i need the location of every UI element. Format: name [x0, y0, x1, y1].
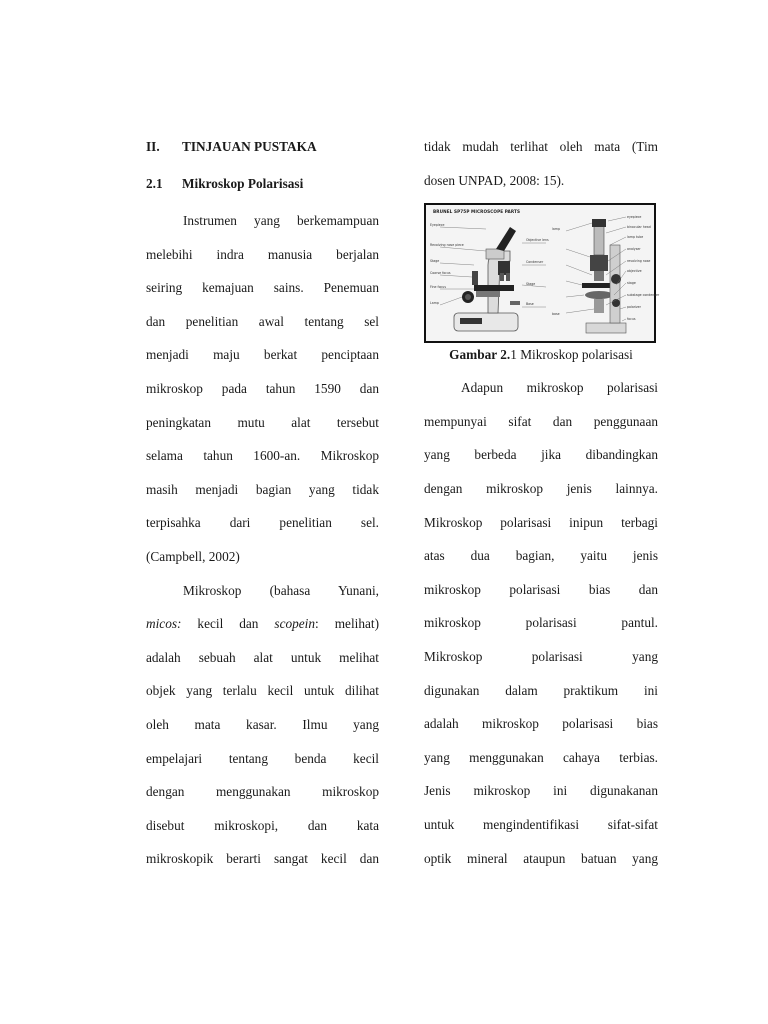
paragraph-line: untuk mengindentifikasi sifat-sifat: [424, 816, 658, 832]
svg-text:Coarse focus: Coarse focus: [430, 271, 451, 276]
svg-text:binocular head: binocular head: [627, 225, 651, 230]
caption-label: Gambar 2.: [449, 347, 511, 363]
svg-text:revolving nose: revolving nose: [627, 259, 651, 264]
figure-title: BRUNEL SP75P MICROSCOPE PARTS: [433, 209, 521, 215]
text-run: : melihat): [315, 616, 379, 632]
paragraph-line: Jenis mikroskop ini digunakanan: [424, 783, 658, 799]
microscope-illustration: [426, 205, 660, 341]
paragraph-line: dosen UNPAD, 2008: 15).: [424, 172, 565, 188]
left-column: [146, 134, 379, 880]
paragraph-line: melebihi indra manusia berjalan: [146, 246, 379, 262]
paragraph-line: adalah sebuah alat untuk melihat: [146, 649, 379, 665]
italic-term: scopein: [274, 616, 316, 632]
paragraph-line: Mikroskop (bahasa Yunani,: [183, 582, 379, 598]
svg-text:Revolving nose piece: Revolving nose piece: [430, 243, 464, 248]
section-title: TINJAUAN PUSTAKA: [182, 139, 317, 154]
svg-text:lamp: lamp: [552, 227, 560, 232]
paragraph-line: selama tahun 1600-an. Mikroskop: [146, 448, 379, 464]
paragraph-line: Adapun mikroskop polarisasi: [461, 380, 658, 396]
svg-text:objective: objective: [627, 269, 642, 274]
svg-text:analyser: analyser: [627, 247, 641, 252]
polarising-microscope-drawing: [582, 219, 626, 333]
paragraph-line: yang berbeda jika dibandingkan: [424, 447, 658, 463]
paragraph-line: empelajari tentang benda kecil: [146, 750, 379, 766]
paragraph-line: atas dua bagian, yaitu jenis: [424, 548, 658, 564]
paragraph-line: Instrumen yang berkemampuan: [183, 213, 379, 228]
svg-text:Lamp: Lamp: [430, 301, 439, 306]
svg-text:eyepiece: eyepiece: [627, 215, 642, 220]
svg-text:Fine focus: Fine focus: [430, 285, 446, 290]
italic-term: micos:: [146, 616, 182, 632]
microscope-figure: [424, 203, 660, 343]
paragraph-line: Mikroskop polarisasi inipun terbagi: [424, 514, 658, 530]
paragraph-line: yang menggunakan cahaya terbias.: [424, 749, 658, 765]
paragraph-line: Mikroskop polarisasi yang: [424, 648, 658, 664]
subsection-heading: [146, 171, 379, 208]
svg-text:stage: stage: [627, 281, 636, 286]
paragraph-line: seiring kemajuan sains. Penemuan: [146, 280, 379, 296]
paragraph-line: terpisahka dari penelitian sel.: [146, 515, 379, 531]
svg-text:Base: Base: [526, 302, 534, 307]
paragraph-line: dengan menggunakan mikroskop: [146, 784, 379, 800]
right-column: [424, 134, 658, 879]
section-heading: [146, 134, 379, 171]
paragraph-line: adalah mikroskop polarisasi bias: [424, 716, 658, 732]
svg-text:Eyepiece: Eyepiece: [430, 223, 445, 228]
svg-text:Stage: Stage: [430, 259, 440, 264]
svg-text:substage condenser: substage condenser: [627, 293, 660, 298]
svg-text:polarizer: polarizer: [627, 305, 641, 310]
paragraph-line: oleh mata kasar. Ilmu yang: [146, 716, 379, 732]
caption-text: 1 Mikroskop polarisasi: [510, 347, 633, 363]
paragraph-line: mikroskop pada tahun 1590 dan: [146, 380, 379, 396]
subsection-number: 2.1: [146, 176, 163, 191]
figure-caption: [424, 343, 658, 375]
paragraph-line: optik mineral ataupun batuan yang: [424, 850, 658, 866]
text-run: kecil dan: [181, 616, 275, 632]
svg-text:Condenser: Condenser: [526, 260, 544, 265]
paragraph-line: menjadi maju berkat penciptaan: [146, 347, 379, 363]
paragraph-line: mikroskop polarisasi bias dan: [424, 581, 658, 597]
svg-text:lamp tube: lamp tube: [627, 235, 644, 240]
paragraph-line: mempunyai sifat dan penggunaan: [424, 413, 658, 429]
svg-text:Objective lens: Objective lens: [526, 238, 549, 243]
paragraph-line: dan penelitian awal tentang sel: [146, 313, 379, 329]
binocular-microscope-drawing: [454, 227, 520, 331]
paragraph-line: (Campbell, 2002): [146, 548, 240, 564]
svg-text:focus: focus: [627, 317, 636, 322]
paragraph-line: digunakan dalam praktikum ini: [424, 682, 658, 698]
svg-text:base: base: [552, 312, 560, 317]
paragraph-line: peningkatan mutu alat tersebut: [146, 414, 379, 430]
paragraph-line: objek yang terlalu kecil untuk dilihat: [146, 683, 379, 699]
svg-text:Stage: Stage: [526, 282, 536, 287]
paragraph-line-mixed: [146, 611, 379, 645]
subsection-title: Mikroskop Polarisasi: [182, 176, 304, 191]
paragraph-line: dengan mikroskop jenis lainnya.: [424, 480, 658, 496]
paragraph-line: disebut mikroskopi, dan kata: [146, 817, 379, 833]
paragraph-line: mikroskop polarisasi pantul.: [424, 615, 658, 631]
paragraph-line: tidak mudah terlihat oleh mata (Tim: [424, 139, 658, 154]
section-number: II.: [146, 139, 160, 154]
paragraph-line: masih menjadi bagian yang tidak: [146, 481, 379, 497]
paragraph-line: mikroskopik berarti sangat kecil dan: [146, 851, 379, 867]
